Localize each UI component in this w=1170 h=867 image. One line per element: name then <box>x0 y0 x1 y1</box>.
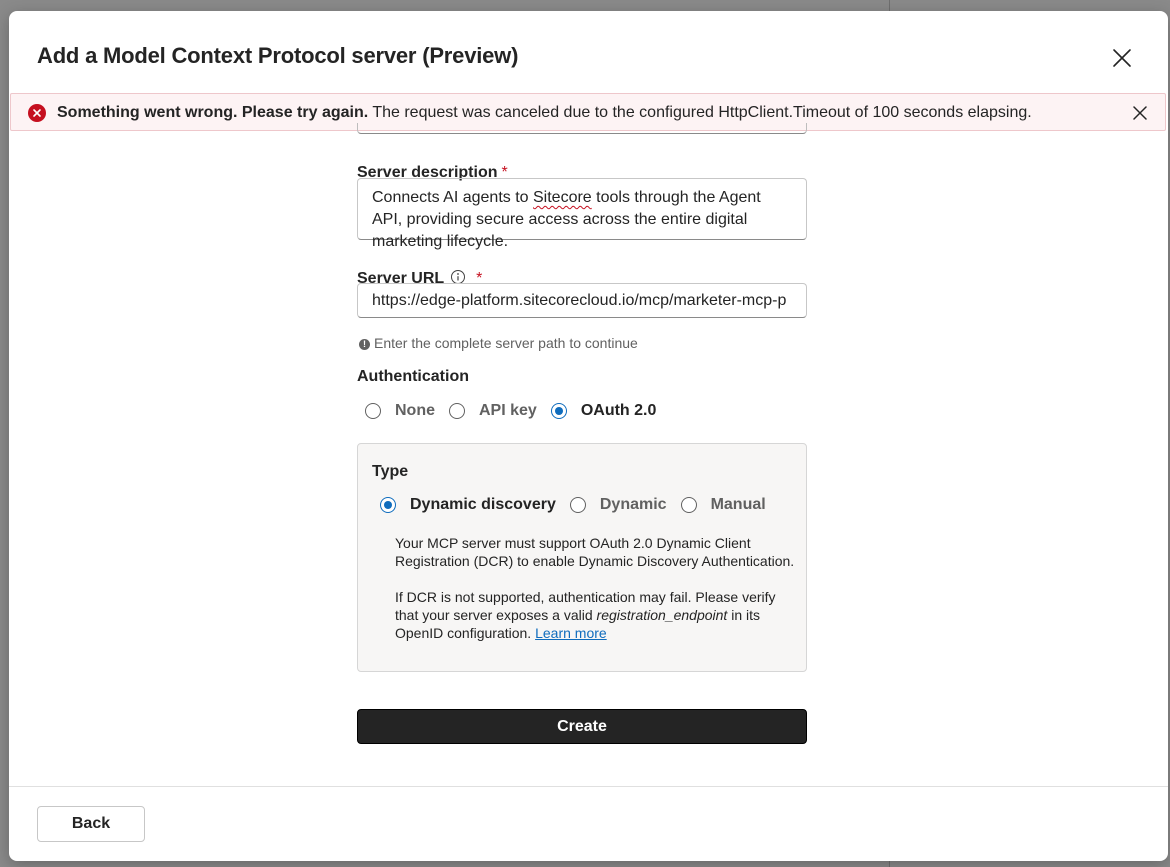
type-option-label: Dynamic <box>599 496 667 513</box>
authentication-radio-group <box>365 400 670 422</box>
server-form <box>357 131 807 786</box>
type-option-label: Manual <box>710 496 766 513</box>
footer-divider <box>9 786 1168 787</box>
radio-circle <box>681 497 697 513</box>
description-text-part: tools through the Agent API, providing secure access across the entire digital marketing lifecycle. <box>372 189 761 250</box>
back-button[interactable]: Back <box>37 806 145 842</box>
registration-endpoint-term: registration_endpoint <box>596 607 728 623</box>
type-option-label: Dynamic discovery <box>410 496 556 513</box>
server-description-textarea[interactable] <box>357 178 807 250</box>
oauth-type-panel <box>357 443 807 672</box>
error-detail: The request was canceled due to the configured HttpClient.Timeout of 100 seconds elapsing. <box>372 104 1032 121</box>
server-name-field-edge <box>357 123 807 134</box>
alert-icon: ! <box>359 339 370 350</box>
server-url-hint <box>359 335 638 351</box>
dialog-title: Add a Model Context Protocol server (Preview) <box>37 43 519 68</box>
radio-circle <box>365 403 381 419</box>
learn-more-link[interactable]: Learn more <box>535 625 607 641</box>
auth-option-oauth2[interactable] <box>551 402 657 420</box>
radio-circle-selected <box>551 403 567 419</box>
required-mark: * <box>476 270 483 287</box>
required-mark: * <box>501 164 508 181</box>
auth-option-none[interactable] <box>365 402 435 420</box>
server-url-hint-text: Enter the complete server path to continue <box>374 335 638 351</box>
radio-circle-selected <box>380 497 396 513</box>
close-icon <box>1130 103 1150 123</box>
create-button[interactable]: Create <box>357 709 807 744</box>
dialog-close-button[interactable] <box>1108 44 1136 72</box>
dcr-warning-part: If DCR is not supported, authentication may fail. Please verify that your server exposes a valid <box>395 589 776 623</box>
description-text-part: Connects AI agents to <box>372 189 533 206</box>
server-url-label-text: Server URL <box>357 270 445 287</box>
error-dismiss-button[interactable] <box>1130 103 1150 123</box>
server-url-input[interactable]: https://edge-platform.sitecorecloud.io/mcp/marketer-mcp-p <box>357 283 807 318</box>
description-misspelled-word: Sitecore <box>533 189 592 206</box>
type-label: Type <box>372 463 409 480</box>
type-option-dynamic-discovery[interactable] <box>380 496 556 514</box>
dcr-requirement-text: Your MCP server must support OAuth 2.0 Dynamic Client Registration (DCR) to enable Dynamic Discovery Authentication. <box>395 535 795 569</box>
radio-circle <box>570 497 586 513</box>
error-icon <box>28 104 46 122</box>
dcr-warning-text <box>395 588 795 642</box>
radio-circle <box>449 403 465 419</box>
auth-option-label: None <box>395 402 435 419</box>
mcp-server-dialog <box>9 11 1168 861</box>
error-title: Something went wrong. Please try again. <box>57 104 369 121</box>
type-radio-group <box>380 494 780 516</box>
auth-option-api-key[interactable] <box>449 402 537 420</box>
type-option-manual[interactable] <box>681 496 766 514</box>
error-text <box>57 104 1032 122</box>
authentication-label: Authentication <box>357 368 469 385</box>
server-description-label-text: Server description <box>357 164 498 181</box>
auth-option-label: API key <box>479 402 537 419</box>
auth-option-label: OAuth 2.0 <box>580 402 657 419</box>
type-option-dynamic[interactable] <box>570 496 667 514</box>
dcr-warning-part: in its OpenID configuration. <box>395 607 760 641</box>
close-icon <box>1108 44 1136 72</box>
